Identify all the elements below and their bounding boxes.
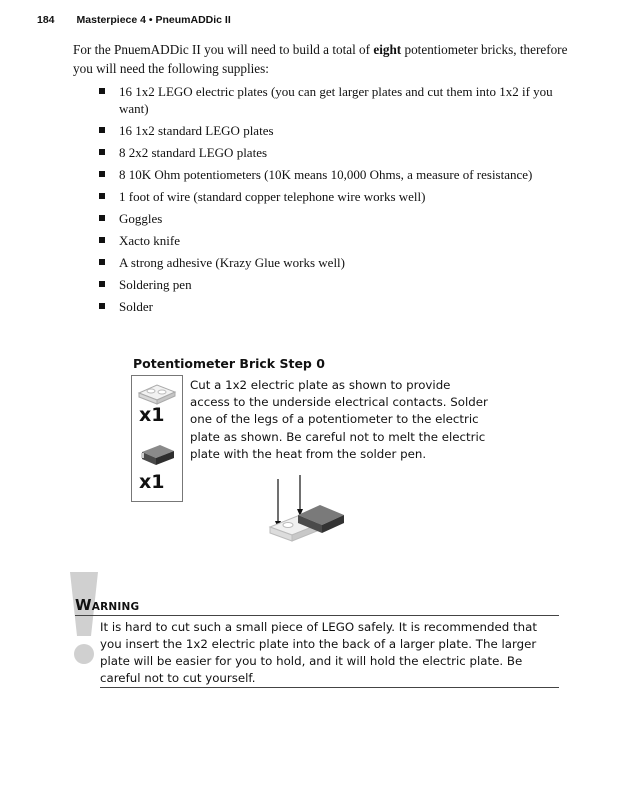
warning-title-rest: ARNING (91, 601, 140, 613)
list-item (97, 144, 567, 161)
bullet-icon (99, 259, 105, 265)
list-item-text: 8 2x2 standard LEGO plates (119, 145, 268, 160)
list-item (97, 210, 567, 227)
list-item-text: 16 1x2 standard LEGO plates (119, 123, 274, 138)
list-item (97, 276, 567, 293)
intro-text-start: For the PnuemADDic II you will need to build a total of (73, 42, 374, 57)
parts-list-box (131, 375, 183, 502)
list-item (97, 83, 567, 117)
bullet-icon (99, 193, 105, 199)
list-item-text: Soldering pen (119, 277, 192, 292)
running-title: Masterpiece 4 • PneumADDic II (76, 14, 231, 26)
bullet-icon (99, 88, 105, 94)
list-item (97, 166, 567, 183)
list-item (97, 254, 567, 271)
exclamation-icon (67, 570, 101, 666)
list-item (97, 232, 567, 249)
bullet-icon (99, 215, 105, 221)
list-item-text: Goggles (119, 211, 163, 226)
list-item (97, 188, 567, 205)
intro-text-end: potentiometer bricks, therefore you will need the following supplies: (73, 42, 568, 76)
list-item-text: A strong adhesive (Krazy Glue works well) (119, 255, 345, 270)
part-quantity: x1 (139, 471, 165, 493)
part-quantity: x1 (139, 404, 165, 426)
step-title: Potentiometer Brick Step 0 (133, 356, 325, 371)
bullet-icon (99, 281, 105, 287)
supplies-list (97, 83, 567, 320)
warning-divider (100, 687, 559, 688)
running-header (37, 14, 231, 26)
list-item-text: Solder (119, 299, 153, 314)
bullet-icon (99, 149, 105, 155)
potentiometer-icon (138, 442, 176, 466)
list-item-text: 8 10K Ohm potentiometers (10K means 10,000 Ohms, a measure of resistance) (119, 167, 533, 182)
page-number: 184 (37, 14, 55, 26)
bullet-icon (99, 303, 105, 309)
list-item (97, 298, 567, 315)
warning-text: It is hard to cut such a small piece of LEGO safely. It is recommended that you insert the 1x2 electric plate into the back of a larger plate. The larger plate will be easier for you to hold, and it will hold the electric plate. Be careful not to cut yourself. (100, 620, 537, 685)
step-instruction: Cut a 1x2 electric plate as shown to provide access to the underside electrical contacts. Solder one of the legs of a potentiometer to the electric plate as shown. Be careful not to melt the electric plate with the heat from the solder pen. (190, 378, 488, 461)
bullet-icon (99, 237, 105, 243)
step-illustration (262, 475, 352, 550)
bullet-icon (99, 171, 105, 177)
warning-title (75, 596, 559, 616)
list-item-text: Xacto knife (119, 233, 181, 248)
warning-title-initial: W (75, 596, 92, 614)
list-item-text: 1 foot of wire (standard copper telephone wire works well) (119, 189, 426, 204)
electric-plate-icon (137, 379, 177, 405)
list-item-text: 16 1x2 LEGO electric plates (you can get larger plates and cut them into 1x2 if you want) (119, 84, 553, 116)
bullet-icon (99, 127, 105, 133)
intro-paragraph (73, 40, 573, 78)
list-item (97, 122, 567, 139)
intro-bold-count: eight (373, 42, 402, 57)
